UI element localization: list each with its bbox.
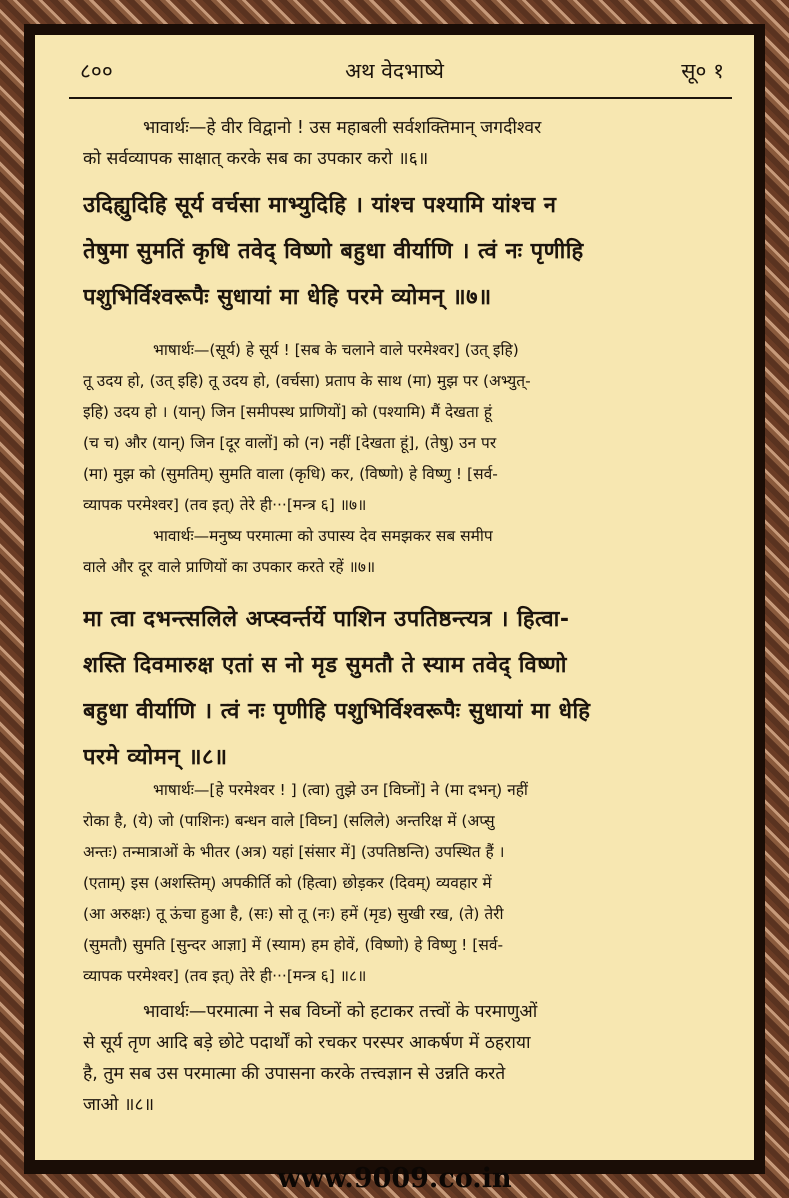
text-line: भावार्थः—परमात्मा ने सब विघ्नों को हटाकर तत्त्वों के परमाणुओं [143, 1002, 538, 1022]
mantra-line: पशुभिर्विश्वरूपैः सुधायां मा धेहि परमे व्योमन् ॥७॥ [83, 285, 492, 310]
text-line: (आ अरुक्षः) तू ऊंचा हुआ है, (सः) सो तू (नः) हमें (मृड) सुखी रख, (ते) तेरी [83, 905, 504, 923]
mantra-line: बहुधा वीर्याणि । त्वं नः पृणीहि पशुभिर्विश्वरूपैः सुधायां मा धेहि [83, 699, 591, 724]
text-line: (मा) मुझ को (सुमतिम्) सुमति वाला (कृधि) कर, (विष्णो) हे विष्णु ! [सर्व- [83, 465, 498, 483]
text-line: व्यापक परमेश्वर] (तव इत्) तेरे ही···[मन्त्र ६] ॥८॥ [83, 967, 367, 985]
mantra-line: उदिह्युदिहि सूर्य वर्चसा माभ्युदिहि । यांश्च पश्यामि यांश्च न [83, 193, 557, 218]
mantra-8 [83, 597, 728, 781]
text-line: है, तुम सब उस परमात्मा की उपासना करके तत्त्वज्ञान से उन्नति करते [83, 1064, 506, 1084]
website-url[interactable]: www.9009.co.in [277, 1163, 512, 1194]
text-line: भावार्थः—मनुष्य परमात्मा को उपास्य देव समझकर सब समीप [153, 527, 493, 545]
mantra-line: शस्ति दिवमारुक्ष एतां स नो मृड सुमतौ ते स्याम तवेद् विष्णो [83, 653, 567, 678]
mantra-line: मा त्वा दभन्त्सलिले अप्स्वर्न्तर्ये पाशिन उपतिष्ठन्त्यत्र । हित्वा- [83, 607, 570, 632]
page-title: अथ वेदभाष्ये [345, 59, 444, 83]
text-line: वाले और दूर वाले प्राणियों का उपकार करते रहें ॥७॥ [83, 558, 376, 576]
text-line: रोका है, (ये) जो (पाशिनः) बन्धन वाले [विघ्न] (सलिले) अन्तरिक्ष में (अप्सु [83, 812, 495, 830]
mantra-line: परमे व्योमन् ॥८॥ [83, 745, 228, 770]
text-line: भावार्थः—हे वीर विद्वानो ! उस महाबली सर्वशक्तिमान् जगदीश्वर [143, 118, 542, 138]
text-line: अन्तः) तन्मात्राओं के भीतर (अत्र) यहां [संसार में] (उपतिष्ठन्ति) उपस्थित हैं । [83, 843, 505, 861]
website-footer [0, 1160, 789, 1198]
text-line: भाषार्थः—(सूर्य) हे सूर्य ! [सब के चलाने वाले परमेश्वर] (उत् इहि) [153, 341, 519, 359]
book-page [35, 35, 754, 1160]
text-line: भाषार्थः—[हे परमेश्वर ! ] (त्वा) तुझे उन [विघ्नों] ने (मा दभन्) नहीं [153, 781, 528, 799]
text-line: जाओ ॥८॥ [83, 1095, 155, 1115]
bhavartha-8 [83, 997, 728, 1121]
sukta-number: सू० १ [681, 59, 724, 83]
bhashartha-8 [83, 775, 728, 992]
bhavartha-7 [83, 521, 728, 583]
text-line: (च च) और (यान्) जिन [दूर वालों] को (न) नहीं [देखता हूं], (तेषु) उन पर [83, 434, 497, 452]
page-number: ८०० [80, 59, 113, 83]
text-line: (एताम्) इस (अशस्तिम्) अपकीर्ति को (हित्वा) छोड़कर (दिवम्) व्यवहार में [83, 874, 492, 892]
bhavartha-6 [83, 113, 728, 175]
header-divider [69, 97, 732, 99]
bhashartha-7 [83, 335, 728, 521]
mantra-line: तेषुमा सुमतिं कृधि तवेद् विष्णो बहुधा वीर्याणि । त्वं नः पृणीहि [83, 239, 584, 264]
text-line: इहि) उदय हो । (यान्) जिन [समीपस्थ प्राणियों] को (पश्यामि) मैं देखता हूं [83, 403, 492, 421]
text-line: तू उदय हो, (उत् इहि) तू उदय हो, (वर्चसा) प्रताप के साथ (मा) मुझ पर (अभ्युत्- [83, 372, 531, 390]
text-line: (सुमतौ) सुमति [सुन्दर आज्ञा] में (स्याम) हम होवें, (विष्णो) हे विष्णु ! [सर्व- [83, 936, 504, 954]
mantra-7 [83, 183, 728, 321]
text-line: व्यापक परमेश्वर] (तव इत्) तेरे ही···[मन्त्र ६] ॥७॥ [83, 496, 367, 514]
text-line: को सर्वव्यापक साक्षात् करके सब का उपकार करो ॥६॥ [83, 149, 429, 169]
text-line: से सूर्य तृण आदि बड़े छोटे पदार्थों को रचकर परस्पर आकर्षण में ठहराया [83, 1033, 531, 1053]
